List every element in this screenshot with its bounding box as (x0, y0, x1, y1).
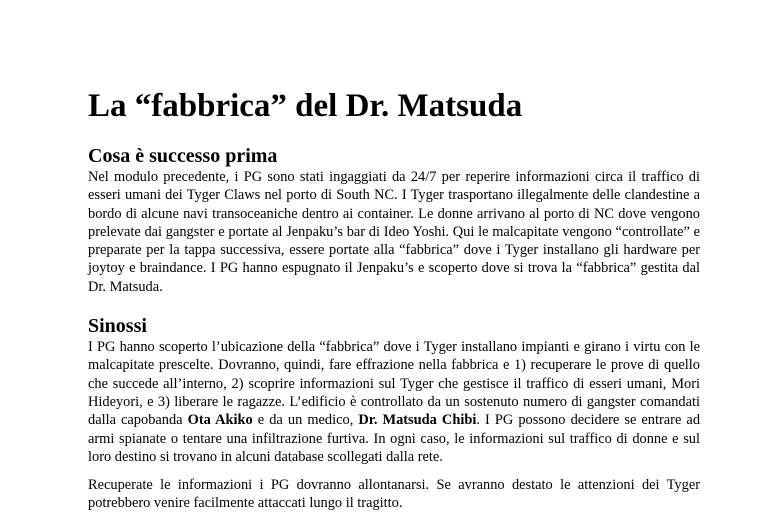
synopsis-text-part-3: . I PG possono decidere se entrare ad armi spianate o tentare una infiltrazione furtiva. In ogni caso, le informazioni sul traffico di donne e sul loro destino si trovano in alcuni database scollegati dalla rete. (88, 412, 701, 465)
section-heading-previously: Cosa è successo prima (88, 145, 278, 167)
previously-paragraph: Nel modulo precedente, i PG sono stati ingaggiati da 24/7 per reperire informazioni circa il traffico di esseri umani dei Tyger Claws nel porto di South NC. I Tyger trasportano illegalmente delle clandestine a bordo di alcune navi transoceaniche dentro ai container. Le donne arrivano al porto di NC dove vengono prelevate dai gangster e portate al Jenpaku’s bar di Ideo Yoshi. Qui le malcapitate vengono “controllate” e preparate per la tappa successiva, essere portate alla “fabbrica” dove i Tyger installano gli hardware per joytoy e braindance. I PG hanno espugnato il Jenpaku’s e scoperto dove si trova la “fabbrica” gestita dal Dr. Matsuda. (88, 169, 700, 295)
document-title: La “fabbrica” del Dr. Matsuda (88, 88, 523, 124)
synopsis-paragraph (88, 338, 700, 466)
synopsis-text-part-1: I PG hanno scoperto l’ubicazione della “fabbrica” dove i Tyger installano impianti e girano i virtu con le malcapitate prescelte. Dovranno, quindi, fare effrazione nella fabbrica e 1) recuperare le prove di quello che succede all’interno, 2) scoprire informazioni sul Tyger che gestisce il traffico di esseri umani, Mori Hideyori, e 3) liberare le ragazze. L’edificio è controllato da un sostenuto numero di gangster comandati dalla capobanda (88, 339, 700, 429)
character-name-ota-akiko: Ota Akiko (187, 412, 253, 429)
synopsis-text-part-2: e da un medico, (252, 412, 359, 429)
synopsis-closing-paragraph: Recuperate le informazioni i PG dovranno allontanarsi. Se avranno destato le attenzioni dei Tyger potrebbero venire facilmente attaccati lungo il tragitto. (88, 477, 700, 512)
document-page (88, 86, 700, 513)
character-name-matsuda-chibi: Dr. Matsuda Chibi (358, 412, 477, 429)
section-heading-synopsis: Sinossi (88, 315, 147, 338)
